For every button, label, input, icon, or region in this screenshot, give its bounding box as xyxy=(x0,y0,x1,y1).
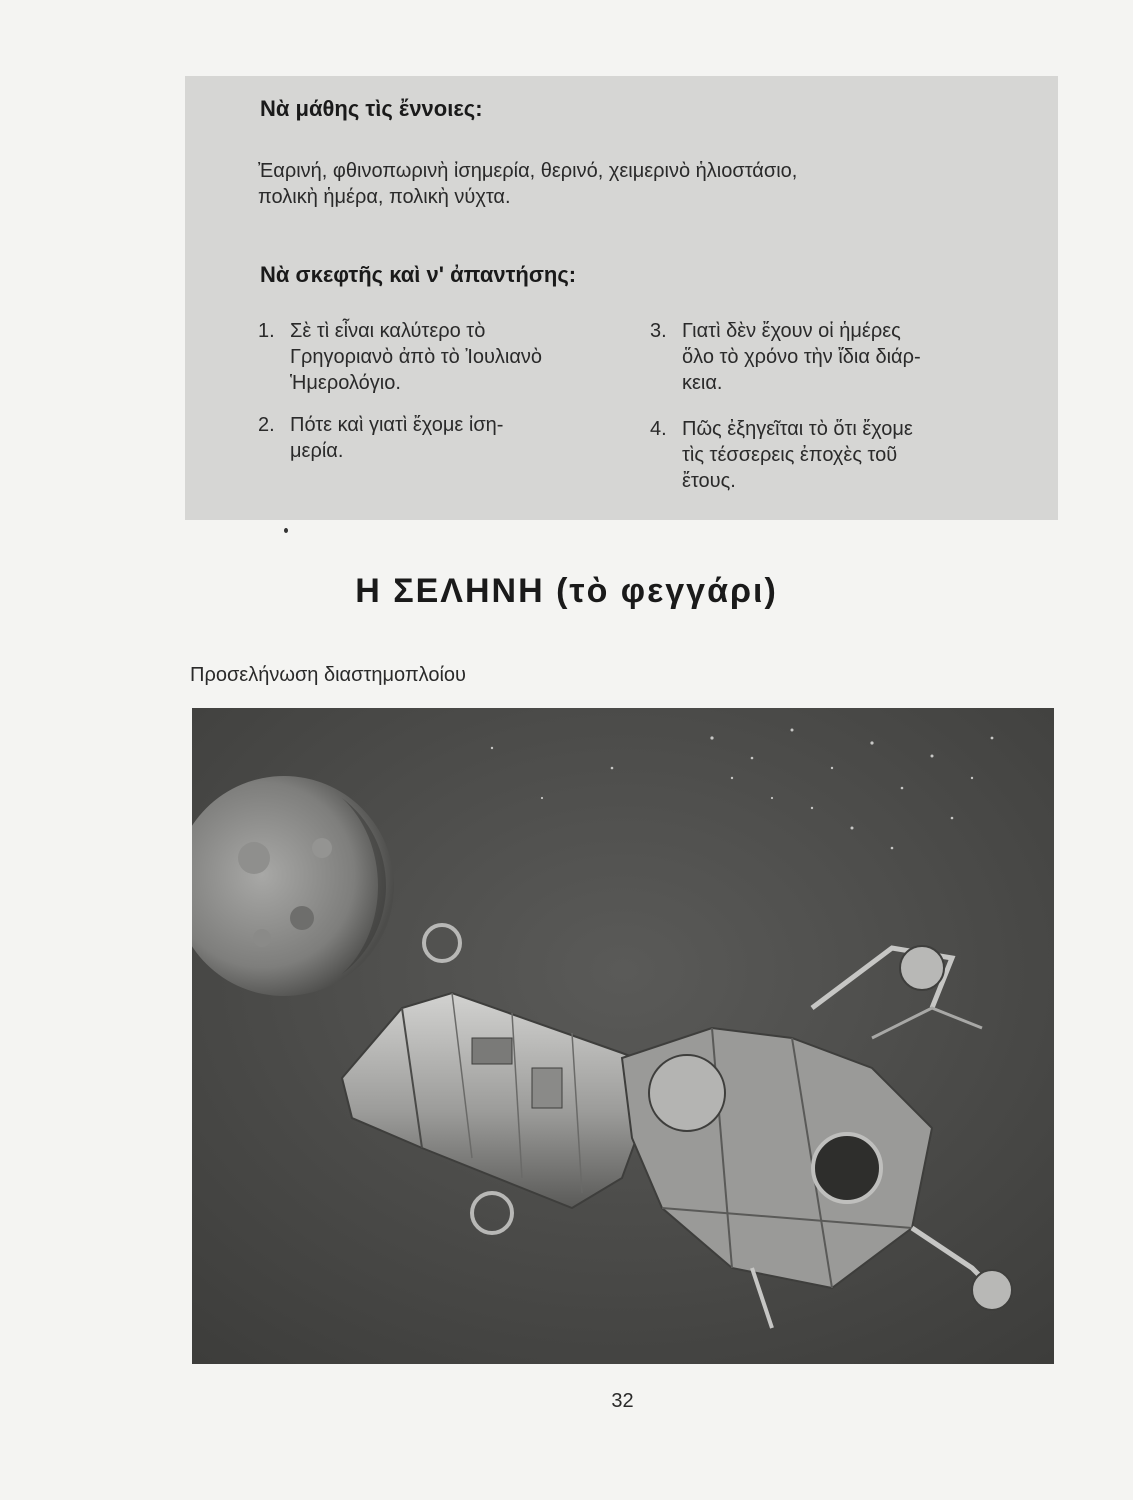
print-speck xyxy=(284,528,288,533)
question-line: ἔτους. xyxy=(682,470,736,492)
concepts-line: πολικὴ ἡμέρα, πολικὴ νύχτα. xyxy=(258,186,511,208)
question-line: Πῶς ἐξηγεῖται τὸ ὅτι ἔχομε xyxy=(682,418,913,440)
question-3 xyxy=(650,318,1010,398)
page-number: 32 xyxy=(611,1390,634,1412)
concepts-line: Ἐαρινή, φθινοπωρινὴ ἰσημερία, θερινό, χειμερινὸ ἡλιοστάσιο, xyxy=(258,160,798,182)
spacecraft-moon-illustration xyxy=(192,708,1054,1364)
learn-concepts-heading: Νὰ μάθης τὶς ἔννοιες: xyxy=(260,96,483,121)
question-line: Γιατὶ δὲν ἔχουν οἱ ἡμέρες xyxy=(682,320,901,342)
question-line: Πότε καὶ γιατὶ ἔχομε ἰση- xyxy=(290,414,504,436)
think-answer-heading: Νὰ σκεφτῆς καὶ ν' ἀπαντήσης: xyxy=(260,262,577,287)
question-2 xyxy=(258,412,618,466)
question-line: Ἡμερολόγιο. xyxy=(290,372,401,394)
question-line: Γρηγοριανὸ ἀπὸ τὸ Ἰουλιανὸ xyxy=(290,346,543,368)
question-number: 4. xyxy=(650,418,667,440)
question-number: 3. xyxy=(650,320,667,342)
question-number: 1. xyxy=(258,320,275,342)
question-line: κεια. xyxy=(682,372,723,394)
section-title: Η ΣΕΛΗΝΗ (τὸ φεγγάρι) xyxy=(355,572,778,610)
question-line: μερία. xyxy=(290,440,344,462)
question-1 xyxy=(258,318,618,398)
concepts-text xyxy=(258,158,998,210)
question-line: Σὲ τὶ εἶναι καλύτερο τὸ xyxy=(290,320,486,342)
question-number: 2. xyxy=(258,414,275,436)
question-4 xyxy=(650,416,1010,496)
question-line: τὶς τέσσερεις ἐποχὲς τοῦ xyxy=(682,444,898,466)
question-line: ὅλο τὸ χρόνο τὴν ἴδια διάρ- xyxy=(682,346,921,368)
figure-caption: Προσελήνωση διαστημοπλοίου xyxy=(190,664,466,686)
